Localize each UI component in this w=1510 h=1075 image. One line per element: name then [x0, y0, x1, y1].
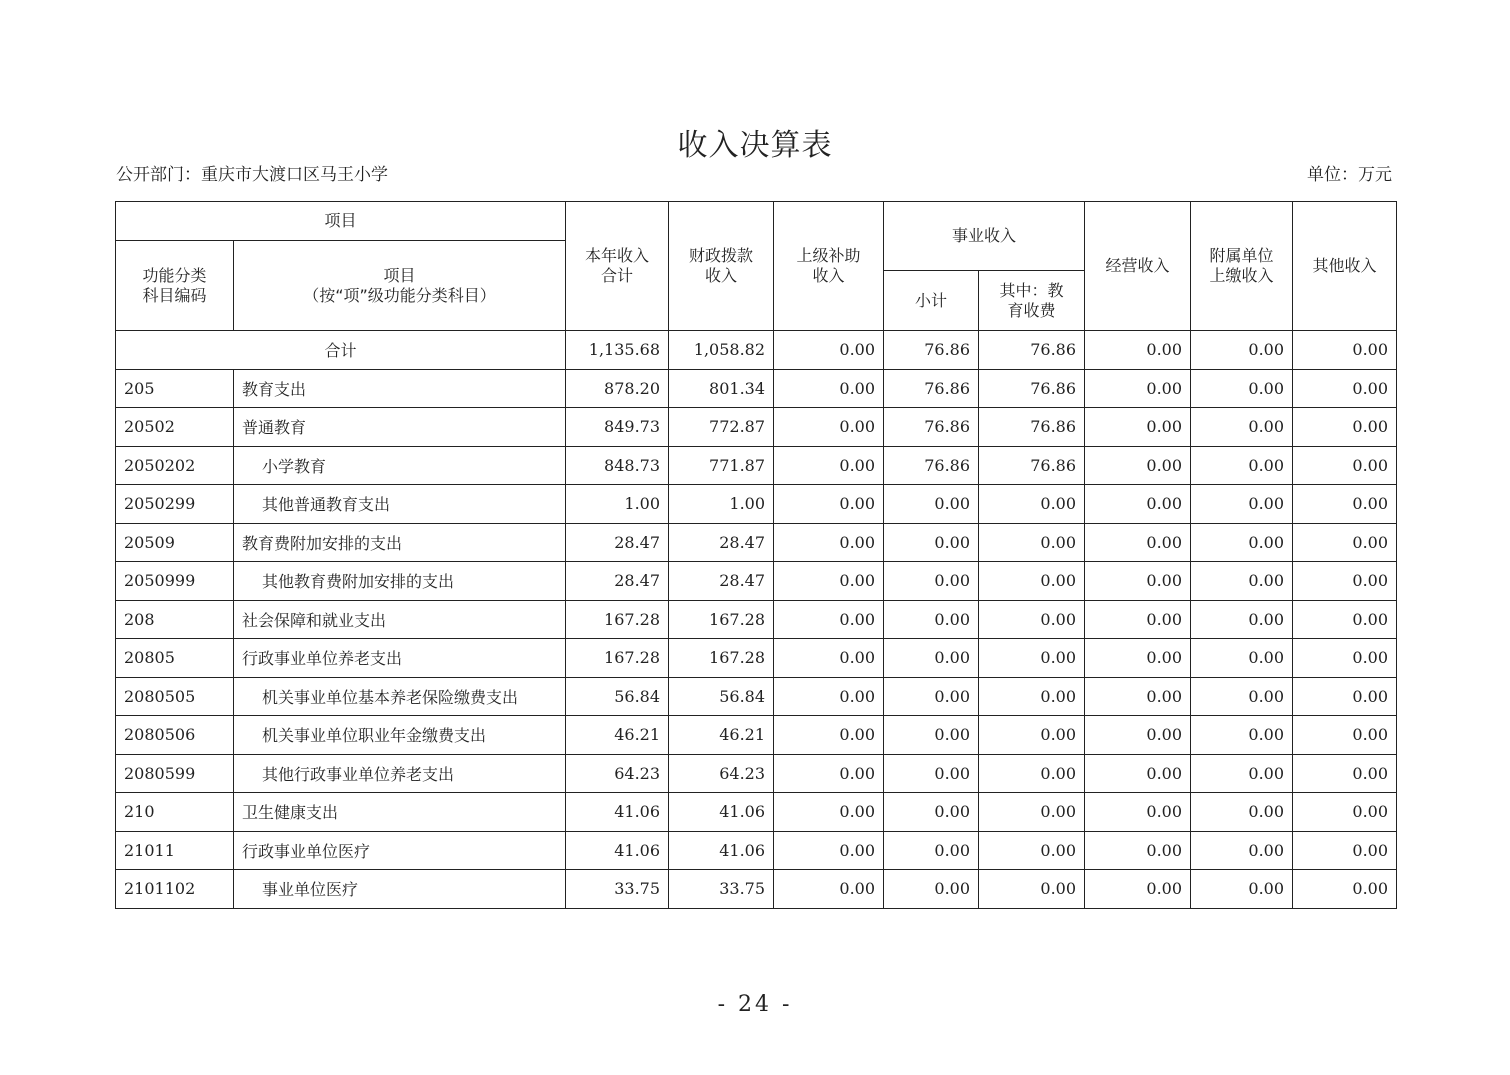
- row-value: 0.00: [1085, 793, 1191, 832]
- row-value: 0.00: [774, 793, 884, 832]
- row-value: 76.86: [979, 446, 1085, 485]
- row-value: 28.47: [669, 523, 774, 562]
- row-value: 0.00: [1191, 870, 1293, 909]
- header-subtotal: 小计: [884, 271, 979, 331]
- total-label: 合计: [116, 331, 566, 370]
- row-value: 0.00: [1293, 369, 1397, 408]
- table-row: [116, 600, 1397, 639]
- row-value: 0.00: [1293, 408, 1397, 447]
- table-row: [116, 793, 1397, 832]
- total-cell: 1,135.68: [566, 331, 669, 370]
- table-row: [116, 369, 1397, 408]
- header-superior: 上级补助 收入: [774, 202, 884, 331]
- total-cell: 76.86: [979, 331, 1085, 370]
- table-title: 收入决算表: [677, 128, 833, 163]
- row-value: 0.00: [1191, 369, 1293, 408]
- row-value: 0.00: [1085, 562, 1191, 601]
- header-other: 其他收入: [1293, 202, 1397, 331]
- row-code: 205: [116, 369, 234, 408]
- row-name: 其他普通教育支出: [234, 485, 566, 524]
- row-value: 76.86: [979, 369, 1085, 408]
- row-value: 0.00: [884, 485, 979, 524]
- row-value: 0.00: [774, 523, 884, 562]
- row-value: 0.00: [1085, 485, 1191, 524]
- row-code: 21011: [116, 831, 234, 870]
- row-name: 教育支出: [234, 369, 566, 408]
- row-code: 210: [116, 793, 234, 832]
- row-value: 0.00: [1085, 369, 1191, 408]
- row-code: 20509: [116, 523, 234, 562]
- row-value: 0.00: [1191, 523, 1293, 562]
- row-value: 0.00: [884, 716, 979, 755]
- row-value: 0.00: [979, 523, 1085, 562]
- row-value: 771.87: [669, 446, 774, 485]
- row-value: 0.00: [884, 793, 979, 832]
- row-value: 0.00: [884, 600, 979, 639]
- total-cell: 0.00: [1085, 331, 1191, 370]
- row-name: 其他教育费附加安排的支出: [234, 562, 566, 601]
- row-value: 0.00: [1293, 831, 1397, 870]
- table-row: [116, 639, 1397, 678]
- row-name: 事业单位医疗: [234, 870, 566, 909]
- row-value: 41.06: [669, 831, 774, 870]
- header-fiscal: 财政拨款 收入: [669, 202, 774, 331]
- header-business: 事业收入: [884, 202, 1085, 271]
- row-value: 0.00: [774, 754, 884, 793]
- row-value: 41.06: [566, 831, 669, 870]
- row-value: 878.20: [566, 369, 669, 408]
- row-value: 0.00: [1191, 831, 1293, 870]
- row-value: 0.00: [979, 600, 1085, 639]
- total-row: [116, 331, 1397, 370]
- row-value: 0.00: [1085, 600, 1191, 639]
- row-name: 卫生健康支出: [234, 793, 566, 832]
- row-value: 1.00: [669, 485, 774, 524]
- row-value: 76.86: [979, 408, 1085, 447]
- row-value: 0.00: [774, 408, 884, 447]
- table-row: [116, 523, 1397, 562]
- row-value: 33.75: [669, 870, 774, 909]
- row-value: 0.00: [1293, 523, 1397, 562]
- row-value: 28.47: [566, 523, 669, 562]
- row-value: 0.00: [1191, 716, 1293, 755]
- row-value: 0.00: [884, 754, 979, 793]
- row-value: 0.00: [774, 716, 884, 755]
- row-value: 0.00: [1085, 716, 1191, 755]
- row-value: 0.00: [979, 870, 1085, 909]
- row-value: 0.00: [1085, 831, 1191, 870]
- table-row: [116, 870, 1397, 909]
- row-value: 76.86: [884, 446, 979, 485]
- row-value: 0.00: [1191, 600, 1293, 639]
- row-value: 0.00: [774, 562, 884, 601]
- row-value: 46.21: [669, 716, 774, 755]
- row-value: 0.00: [1085, 754, 1191, 793]
- table-row: [116, 446, 1397, 485]
- row-value: 0.00: [884, 523, 979, 562]
- table-row: [116, 562, 1397, 601]
- row-code: 2080505: [116, 677, 234, 716]
- row-value: 0.00: [1085, 408, 1191, 447]
- row-value: 0.00: [884, 639, 979, 678]
- row-value: 0.00: [774, 485, 884, 524]
- row-value: 33.75: [566, 870, 669, 909]
- total-cell: 0.00: [1293, 331, 1397, 370]
- row-name: 普通教育: [234, 408, 566, 447]
- row-value: 0.00: [1293, 870, 1397, 909]
- row-value: 167.28: [669, 600, 774, 639]
- unit-label: 单位：万元: [1307, 165, 1392, 185]
- row-code: 2101102: [116, 870, 234, 909]
- row-name: 其他行政事业单位养老支出: [234, 754, 566, 793]
- row-value: 56.84: [669, 677, 774, 716]
- row-value: 56.84: [566, 677, 669, 716]
- row-value: 0.00: [1293, 677, 1397, 716]
- row-value: 1.00: [566, 485, 669, 524]
- row-value: 0.00: [1293, 562, 1397, 601]
- row-name: 行政事业单位医疗: [234, 831, 566, 870]
- row-value: 0.00: [1191, 446, 1293, 485]
- row-value: 0.00: [1191, 754, 1293, 793]
- row-value: 0.00: [774, 677, 884, 716]
- row-name: 教育费附加安排的支出: [234, 523, 566, 562]
- row-value: 0.00: [884, 677, 979, 716]
- row-code: 2050299: [116, 485, 234, 524]
- page-number: - 24 -: [717, 992, 793, 1017]
- row-code: 20502: [116, 408, 234, 447]
- table-row: [116, 485, 1397, 524]
- row-value: 801.34: [669, 369, 774, 408]
- row-value: 0.00: [1293, 639, 1397, 678]
- row-value: 0.00: [1293, 716, 1397, 755]
- row-value: 0.00: [979, 793, 1085, 832]
- row-name: 行政事业单位养老支出: [234, 639, 566, 678]
- row-code: 2050999: [116, 562, 234, 601]
- row-value: 64.23: [566, 754, 669, 793]
- row-value: 849.73: [566, 408, 669, 447]
- row-value: 0.00: [979, 562, 1085, 601]
- table-row: [116, 754, 1397, 793]
- row-value: 0.00: [979, 831, 1085, 870]
- row-name: 社会保障和就业支出: [234, 600, 566, 639]
- row-value: 0.00: [1191, 485, 1293, 524]
- row-value: 167.28: [566, 600, 669, 639]
- row-value: 0.00: [1085, 639, 1191, 678]
- row-value: 848.73: [566, 446, 669, 485]
- row-value: 0.00: [1191, 562, 1293, 601]
- row-value: 76.86: [884, 369, 979, 408]
- row-value: 0.00: [774, 446, 884, 485]
- row-value: 0.00: [774, 639, 884, 678]
- row-value: 167.28: [669, 639, 774, 678]
- row-value: 28.47: [566, 562, 669, 601]
- income-final-accounts-table: [115, 201, 1397, 909]
- row-value: 0.00: [1085, 446, 1191, 485]
- row-value: 0.00: [979, 485, 1085, 524]
- row-value: 0.00: [774, 600, 884, 639]
- table-row: [116, 408, 1397, 447]
- row-value: 0.00: [1191, 677, 1293, 716]
- row-code: 20805: [116, 639, 234, 678]
- table-row: [116, 716, 1397, 755]
- header-affiliated: 附属单位 上缴收入: [1191, 202, 1293, 331]
- row-value: 0.00: [979, 754, 1085, 793]
- row-code: 2050202: [116, 446, 234, 485]
- table-row: [116, 677, 1397, 716]
- row-value: 0.00: [1293, 793, 1397, 832]
- row-value: 41.06: [669, 793, 774, 832]
- row-value: 76.86: [884, 408, 979, 447]
- header-operating: 经营收入: [1085, 202, 1191, 331]
- header-code: 功能分类 科目编码: [116, 241, 234, 331]
- header-project: 项目: [116, 202, 566, 241]
- table-row: [116, 831, 1397, 870]
- row-value: 0.00: [884, 562, 979, 601]
- row-value: 0.00: [1293, 600, 1397, 639]
- row-value: 0.00: [774, 369, 884, 408]
- row-code: 208: [116, 600, 234, 639]
- header-total-income: 本年收入 合计: [566, 202, 669, 331]
- row-value: 0.00: [1085, 870, 1191, 909]
- row-value: 0.00: [1085, 523, 1191, 562]
- row-value: 0.00: [884, 870, 979, 909]
- row-value: 0.00: [1293, 446, 1397, 485]
- row-value: 0.00: [1293, 754, 1397, 793]
- row-value: 0.00: [979, 677, 1085, 716]
- header-edu-fee: 其中：教 育收费: [979, 271, 1085, 331]
- row-value: 772.87: [669, 408, 774, 447]
- row-value: 0.00: [1191, 408, 1293, 447]
- total-cell: 0.00: [1191, 331, 1293, 370]
- row-value: 0.00: [1191, 793, 1293, 832]
- row-value: 0.00: [884, 831, 979, 870]
- row-value: 46.21: [566, 716, 669, 755]
- row-value: 167.28: [566, 639, 669, 678]
- row-value: 0.00: [979, 716, 1085, 755]
- row-value: 0.00: [1293, 485, 1397, 524]
- total-cell: 1,058.82: [669, 331, 774, 370]
- row-value: 0.00: [774, 831, 884, 870]
- row-value: 41.06: [566, 793, 669, 832]
- row-value: 0.00: [774, 870, 884, 909]
- row-value: 0.00: [979, 639, 1085, 678]
- row-value: 0.00: [1191, 639, 1293, 678]
- row-value: 28.47: [669, 562, 774, 601]
- row-name: 机关事业单位基本养老保险缴费支出: [234, 677, 566, 716]
- total-cell: 0.00: [774, 331, 884, 370]
- row-name: 机关事业单位职业年金缴费支出: [234, 716, 566, 755]
- row-value: 0.00: [1085, 677, 1191, 716]
- total-cell: 76.86: [884, 331, 979, 370]
- row-value: 64.23: [669, 754, 774, 793]
- row-code: 2080506: [116, 716, 234, 755]
- department-label: 公开部门：重庆市大渡口区马王小学: [116, 165, 388, 185]
- row-code: 2080599: [116, 754, 234, 793]
- header-item: 项目 （按“项”级功能分类科目）: [234, 241, 566, 331]
- row-name: 小学教育: [234, 446, 566, 485]
